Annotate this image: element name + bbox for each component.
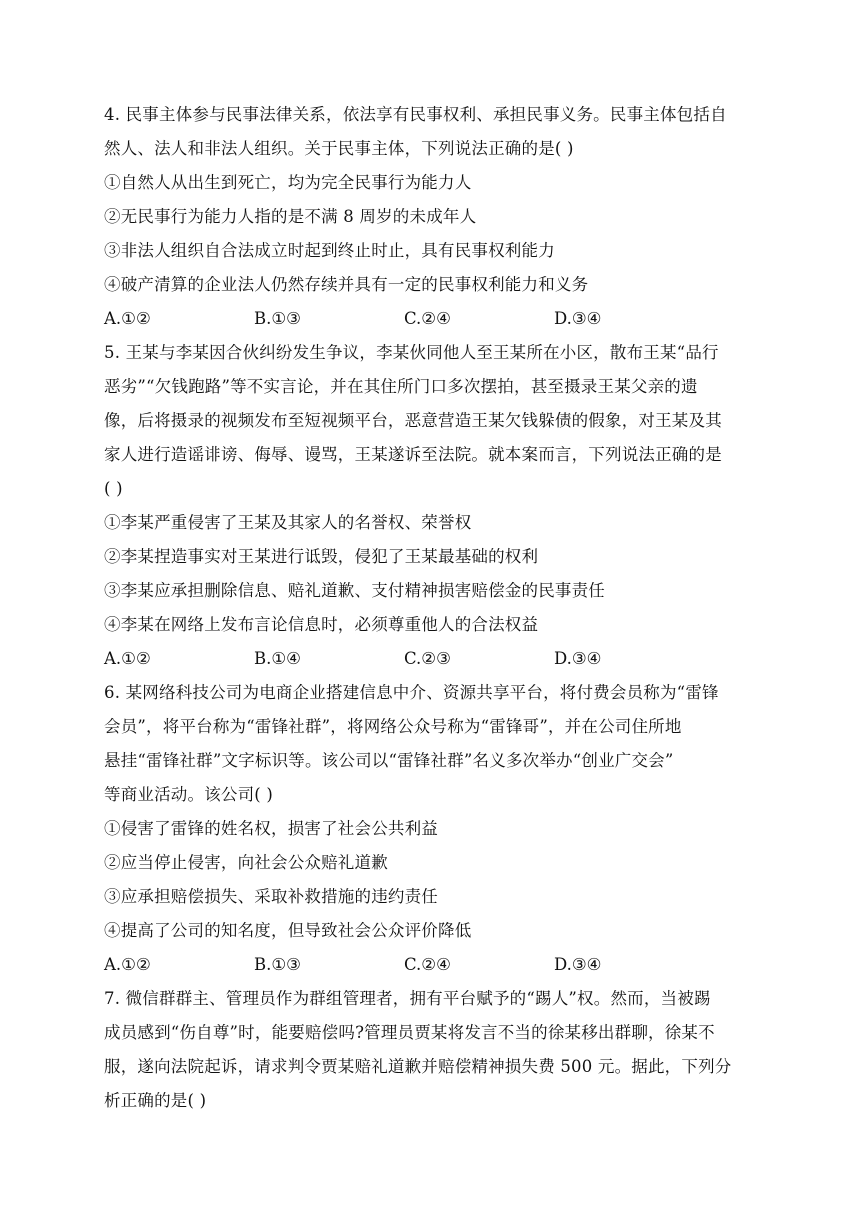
answer-options [104, 642, 754, 676]
question-stem-line: 4. 民事主体参与民事法律关系，依法享有民事权利、承担民事义务。民事主体包括自 [104, 105, 727, 124]
option-d: D.③④ [554, 649, 602, 668]
option-b: B.①③ [254, 955, 301, 974]
question-stem-line: 等商业活动。该公司( ) [104, 785, 274, 804]
question-stem-line: 像，后将摄录的视频发布至短视频平台，恶意营造王某欠钱躲债的假象，对王某及其 [104, 411, 722, 430]
statement-item: ④提高了公司的知名度，但导致社会公众评价降低 [104, 921, 472, 940]
statement-item: ②应当停止侵害，向社会公众赔礼道歉 [104, 853, 388, 872]
statement-item: ①李某严重侵害了王某及其家人的名誉权、荣誉权 [104, 513, 472, 532]
answer-options [104, 302, 754, 336]
question-stem-line: 会员”，将平台称为“雷锋社群”，将网络公众号称为“雷锋哥”，并在公司住所地 [104, 717, 682, 736]
question-stem-line: 5. 王某与李某因合伙纠纷发生争议，李某伙同他人至王某所在小区，散布王某“品行 [104, 343, 719, 362]
question-stem-line: 恶劣”“欠钱跑路”等不实言论，并在其住所门口多次摆拍，甚至摄录王某父亲的遗 [104, 377, 698, 396]
statement-item: ②无民事行为能力人指的是不满 8 周岁的未成年人 [104, 207, 477, 226]
question-stem-line: 然人、法人和非法人组织。关于民事主体，下列说法正确的是( ) [104, 139, 574, 158]
statement-item: ④李某在网络上发布言论信息时，必须尊重他人的合法权益 [104, 615, 539, 634]
question-stem-line: ( ) [104, 479, 123, 498]
option-c: C.②④ [404, 309, 451, 328]
statement-item: ③李某应承担删除信息、赔礼道歉、支付精神损害赔偿金的民事责任 [104, 581, 605, 600]
statement-item: ①自然人从出生到死亡，均为完全民事行为能力人 [104, 173, 472, 192]
question-stem-line: 7. 微信群群主、管理员作为群组管理者，拥有平台赋予的“踢人”权。然而，当被踢 [104, 989, 711, 1008]
option-b: B.①③ [254, 309, 301, 328]
option-d: D.③④ [554, 955, 602, 974]
statement-item: ①侵害了雷锋的姓名权，损害了社会公共利益 [104, 819, 438, 838]
question-7 [104, 982, 754, 1118]
question-5 [104, 336, 754, 676]
option-a: A.①② [104, 309, 151, 328]
statement-item: ④破产清算的企业法人仍然存续并具有一定的民事权利能力和义务 [104, 275, 589, 294]
statement-item: ③应承担赔偿损失、采取补救措施的违约责任 [104, 887, 438, 906]
question-stem-line: 成员感到“伤自尊”时，能要赔偿吗?管理员贾某将发言不当的徐某移出群聊，徐某不 [104, 1023, 715, 1042]
question-stem-line: 家人进行造谣诽谤、侮辱、谩骂，王某遂诉至法院。就本案而言，下列说法正确的是 [104, 445, 722, 464]
question-stem-line: 析正确的是( ) [104, 1091, 207, 1110]
question-stem-line: 6. 某网络科技公司为电商企业搭建信息中介、资源共享平台，将付费会员称为“雷锋 [104, 683, 719, 702]
statement-item: ②李某捏造事实对王某进行诋毁，侵犯了王某最基础的权利 [104, 547, 539, 566]
option-c: C.②④ [404, 955, 451, 974]
option-c: C.②③ [404, 649, 451, 668]
option-d: D.③④ [554, 309, 602, 328]
statement-item: ③非法人组织自合法成立时起到终止时止，具有民事权利能力 [104, 241, 555, 260]
question-4 [104, 98, 754, 336]
question-6 [104, 676, 754, 982]
exam-page [104, 98, 754, 1118]
question-stem-line: 服，遂向法院起诉，请求判令贾某赔礼道歉并赔偿精神损失费 500 元。据此，下列分 [104, 1057, 732, 1076]
option-b: B.①④ [254, 649, 301, 668]
question-stem-line: 悬挂“雷锋社群”文字标识等。该公司以“雷锋社群”名义多次举办“创业广交会” [104, 751, 674, 770]
option-a: A.①② [104, 955, 151, 974]
option-a: A.①② [104, 649, 151, 668]
answer-options [104, 948, 754, 982]
